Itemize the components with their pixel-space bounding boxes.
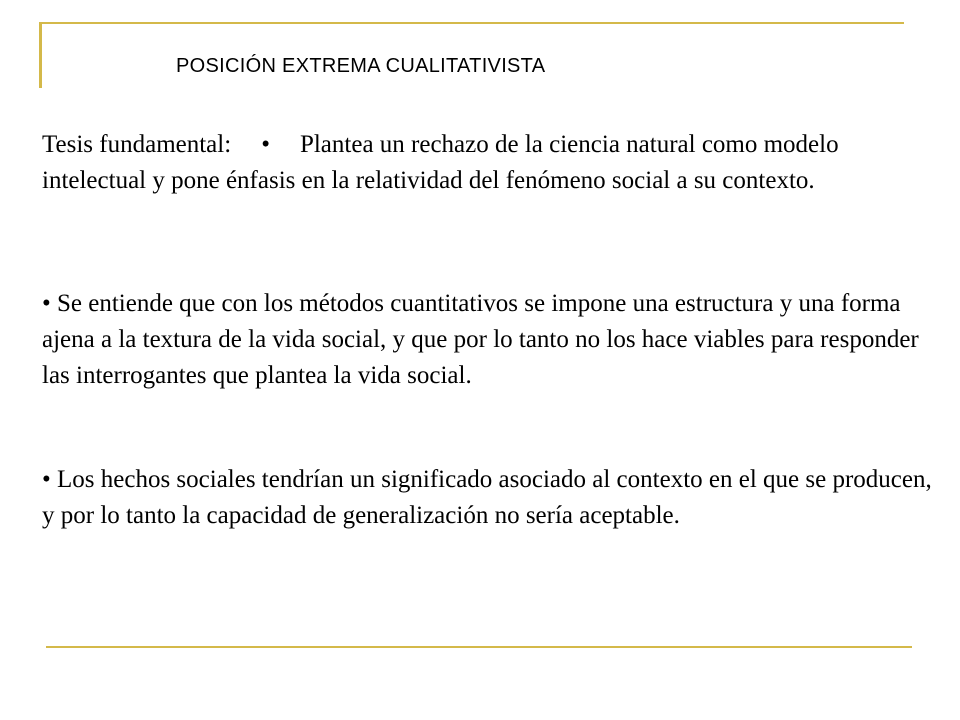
bullet-quantitative-methods: • Se entiende que con los métodos cuantitativos se impone una estructura y una forma ajena a la textura de la vida social, y que por lo tanto no los hace viables para responder las interrogantes que plantea la vida social. [42,290,919,389]
bullet-social-facts: • Los hechos sociales tendrían un significado asociado al contexto en el que se producen, y por lo tanto la capacidad de generalización no sería aceptable. [42,466,932,529]
thesis-text: Plantea un rechazo de la ciencia natural como modelo intelectual y pone énfasis en la relatividad del fenómeno social a su contexto. [42,131,839,194]
slide-title: POSICIÓN EXTREMA CUALITATIVISTA [176,55,546,77]
top-divider [40,22,904,24]
left-accent-bar [39,22,42,88]
thesis-bullet: • [261,131,270,158]
thesis-paragraph [42,127,862,199]
bottom-divider [46,646,912,648]
thesis-label: Tesis fundamental: [42,131,232,158]
